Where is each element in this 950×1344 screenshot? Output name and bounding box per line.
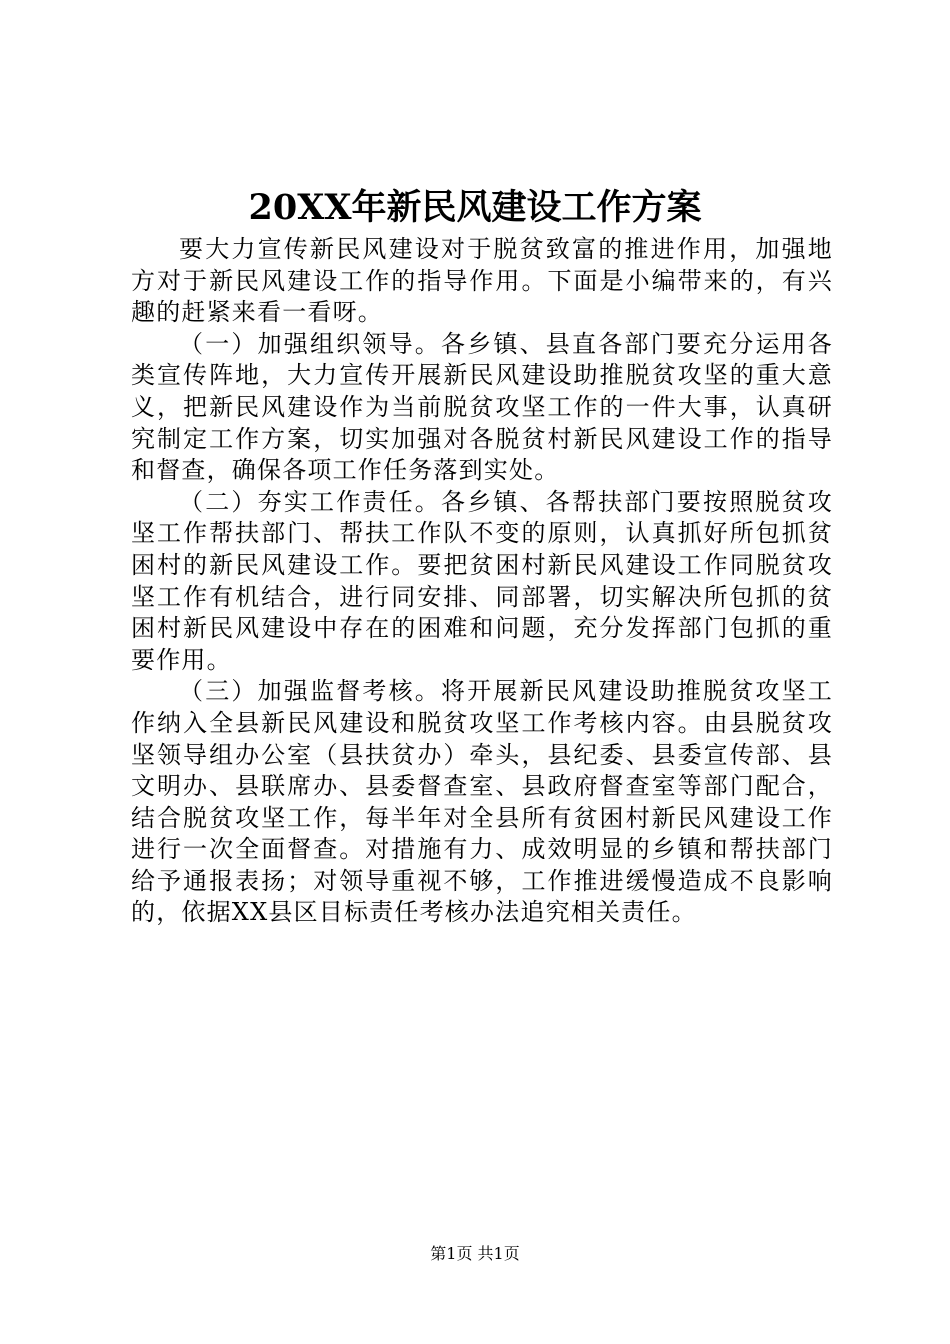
page-footer: 第1页 共1页 [430,1244,520,1263]
section-2-paragraph: （二）夯实工作责任。各乡镇、各帮扶部门要按照脱贫攻坚工作帮扶部门、帮扶工作队不变的原则，认真抓好所包抓贫困村的新民风建设工作。要把贫困村新民风建设工作同脱贫攻坚工作有机结合，进行同安排、同部署，切实解决所包抓的贫困村新民风建设中存在的困难和问题，充分发挥部门包抓的重要作用。 [131,487,833,674]
document-body [131,234,833,929]
document-title: 20XX年新民风建设工作方案 [248,187,702,228]
intro-paragraph: 要大力宣传新民风建设对于脱贫致富的推进作用，加强地方对于新民风建设工作的指导作用。下面是小编带来的，有兴趣的赶紧来看一看呀。 [131,235,833,327]
section-3-paragraph: （三）加强监督考核。将开展新民风建设助推脱贫攻坚工作纳入全县新民风建设和脱贫攻坚工作考核内容。由县脱贫攻坚领导组办公室（县扶贫办）牵头，县纪委、县委宣传部、县文明办、县联席办、县委督查室、县政府督查室等部门配合，结合脱贫攻坚工作，每半年对全县所有贫困村新民风建设工作进行一次全面督查。对措施有力、成效明显的乡镇和帮扶部门给予通报表扬；对领导重视不够，工作推进缓慢造成不良影响的，依据XX县区目标责任考核办法追究相关责任。 [131,677,833,927]
section-1-paragraph: （一）加强组织领导。各乡镇、县直各部门要充分运用各类宣传阵地，大力宣传开展新民风建设助推脱贫攻坚的重大意义，把新民风建设作为当前脱贫攻坚工作的一件大事，认真研究制定工作方案，切实加强对各脱贫村新民风建设工作的指导和督查，确保各项工作任务落到实处。 [131,329,833,485]
